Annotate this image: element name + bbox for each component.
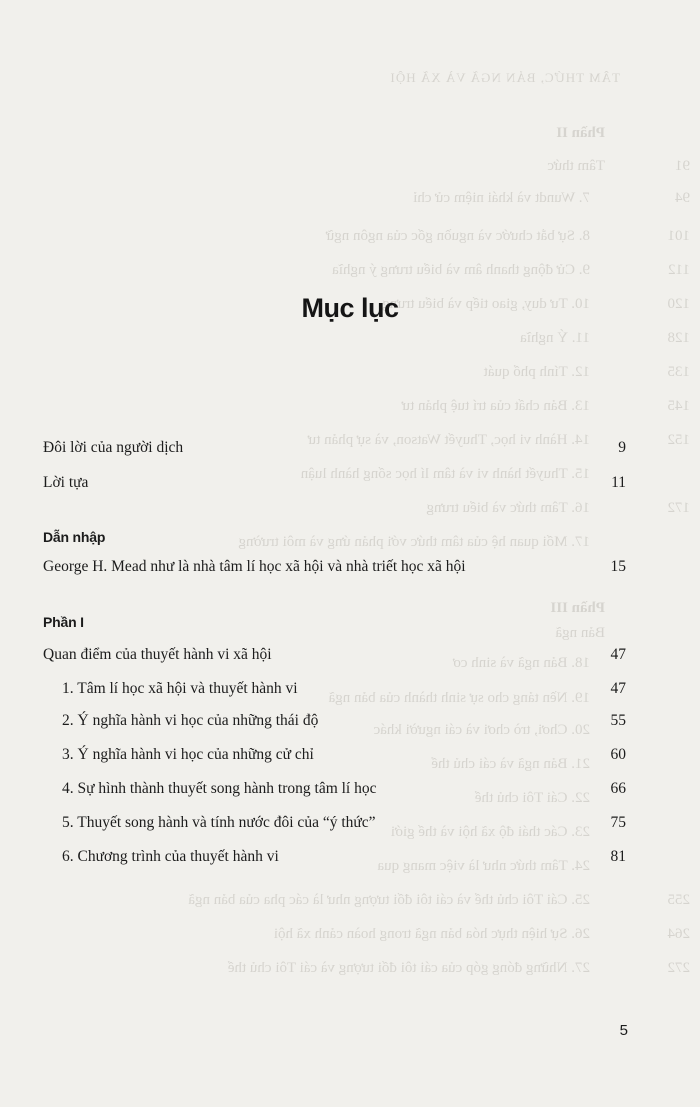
toc-entry-page: 11 xyxy=(611,474,626,491)
toc-entry-page: 66 xyxy=(610,780,626,797)
ghost-line: 20. Chơi, trò chơi và cái người khác xyxy=(373,722,590,738)
ghost-line: 18. Bản ngã và sinh cơ xyxy=(452,655,590,671)
ghost-page-number: 145 xyxy=(667,398,690,414)
ghost-line: 9. Cử động thanh âm và biểu trưng ý nghĩa xyxy=(332,262,590,278)
page-title: Mục lục xyxy=(301,293,399,323)
ghost-line: 7. Wundt và khái niệm cử chỉ xyxy=(413,190,590,206)
toc-entry-label: 1. Tâm lí học xã hội và thuyết hành vi xyxy=(62,680,298,697)
toc-chapter-5[interactable] xyxy=(62,813,626,833)
toc-chapter-1[interactable] xyxy=(62,679,626,699)
ghost-line: 8. Sự bắt chước và nguồn gốc của ngôn ngữ xyxy=(326,228,590,244)
ghost-line: 24. Tâm thức như là việc mang qua xyxy=(377,858,590,874)
ghost-line: 10. Tư duy, giao tiếp và biểu trưng xyxy=(382,296,590,312)
ghost-line: Phần III xyxy=(550,600,605,616)
section-heading-part1: Phần I xyxy=(43,614,84,630)
ghost-line: 13. Bản chất của trí tuệ phản tư xyxy=(401,398,590,414)
toc-entry-label: Quan điểm của thuyết hành vi xã hội xyxy=(43,646,272,663)
ghost-line: 21. Bản ngã và cái chủ thể xyxy=(431,756,590,772)
ghost-line: 23. Các thái độ xã hội và thế giới xyxy=(390,824,590,840)
ghost-page-number: 264 xyxy=(667,926,690,942)
ghost-page-number: 128 xyxy=(667,330,690,346)
ghost-line: Bản ngã xyxy=(555,625,605,641)
ghost-line: 27. Những đóng góp của cái tôi đối tượng và cái Tôi chủ thể xyxy=(227,960,590,976)
ghost-page-number: 255 xyxy=(667,892,690,908)
ghost-running-header: TÂM THỨC, BẢN NGÃ VÀ XÃ HỘI xyxy=(389,70,620,85)
toc-entry-page: 81 xyxy=(610,848,626,865)
ghost-line: 15. Thuyết hành vi và tâm lí học sống hành luận xyxy=(300,466,590,482)
ghost-line: 26. Sự hiện thực hóa bản ngã trong hoàn cảnh xã hội xyxy=(273,926,590,942)
toc-entry-page: 60 xyxy=(610,746,626,763)
toc-entry-label: 4. Sự hình thành thuyết song hành trong tâm lí học xyxy=(62,780,377,797)
toc-entry-label: 2. Ý nghĩa hành vi học của những thái độ xyxy=(62,712,319,729)
ghost-line: 25. Cái Tôi chủ thể và cái tôi đối tượng như là các pha của bản ngã xyxy=(188,892,590,908)
ghost-page-number: 120 xyxy=(667,296,690,312)
ghost-page-number: 172 xyxy=(667,500,690,516)
toc-entry-page: 15 xyxy=(610,558,626,575)
page-number: 5 xyxy=(619,1022,628,1039)
toc-entry-page: 75 xyxy=(610,814,626,831)
toc-entry-introduction[interactable] xyxy=(43,557,626,577)
ghost-line: 19. Nền tảng cho sự sinh thành của bản ngã xyxy=(328,690,590,706)
toc-chapter-4[interactable] xyxy=(62,779,626,799)
toc-chapter-6[interactable] xyxy=(62,847,626,867)
toc-entry-part1-title[interactable] xyxy=(43,645,626,665)
ghost-page-number: 272 xyxy=(667,960,690,976)
toc-chapter-2[interactable] xyxy=(62,711,626,731)
toc-entry-label: 5. Thuyết song hành và tính nước đôi của “ý thức” xyxy=(62,814,376,831)
ghost-line: 22. Cái Tôi chủ thể xyxy=(474,790,590,806)
ghost-page-number: 94 xyxy=(675,190,690,206)
toc-entry-label: Đôi lời của người dịch xyxy=(43,439,184,456)
ghost-line: Tâm thức xyxy=(547,158,605,174)
toc-entry-label: 6. Chương trình của thuyết hành vi xyxy=(62,848,279,865)
toc-entry-page: 47 xyxy=(610,680,626,697)
toc-entry-preface[interactable] xyxy=(43,473,626,493)
toc-entry-page: 55 xyxy=(610,712,626,729)
ghost-page-number: 101 xyxy=(667,228,690,244)
ghost-line: Phần II xyxy=(556,125,605,141)
toc-entry-page: 47 xyxy=(610,646,626,663)
ghost-line: 16. Tâm thức và biểu trưng xyxy=(426,500,590,516)
toc-entry-translator-note[interactable] xyxy=(43,438,626,458)
section-heading-introduction: Dẫn nhập xyxy=(43,529,106,545)
ghost-line: 17. Mối quan hệ của tâm thức với phản ứng và môi trường xyxy=(238,534,590,550)
ghost-line: 14. Hành vi học, Thuyết Watson, và sự phản tư xyxy=(308,432,590,448)
toc-entry-label: 3. Ý nghĩa hành vi học của những cử chỉ xyxy=(62,746,314,763)
toc-chapter-3[interactable] xyxy=(62,745,626,765)
toc-entry-label: Lời tựa xyxy=(43,474,89,491)
ghost-line: 12. Tính phổ quát xyxy=(483,364,590,380)
ghost-line: 11. Ý nghĩa xyxy=(520,330,590,346)
toc-entry-label: George H. Mead như là nhà tâm lí học xã hội và nhà triết học xã hội xyxy=(43,558,466,575)
ghost-page-number: 91 xyxy=(675,158,690,174)
toc-entry-page: 9 xyxy=(618,439,626,456)
ghost-page-number: 152 xyxy=(667,432,690,448)
ghost-page-number: 112 xyxy=(668,262,690,278)
ghost-page-number: 135 xyxy=(667,364,690,380)
